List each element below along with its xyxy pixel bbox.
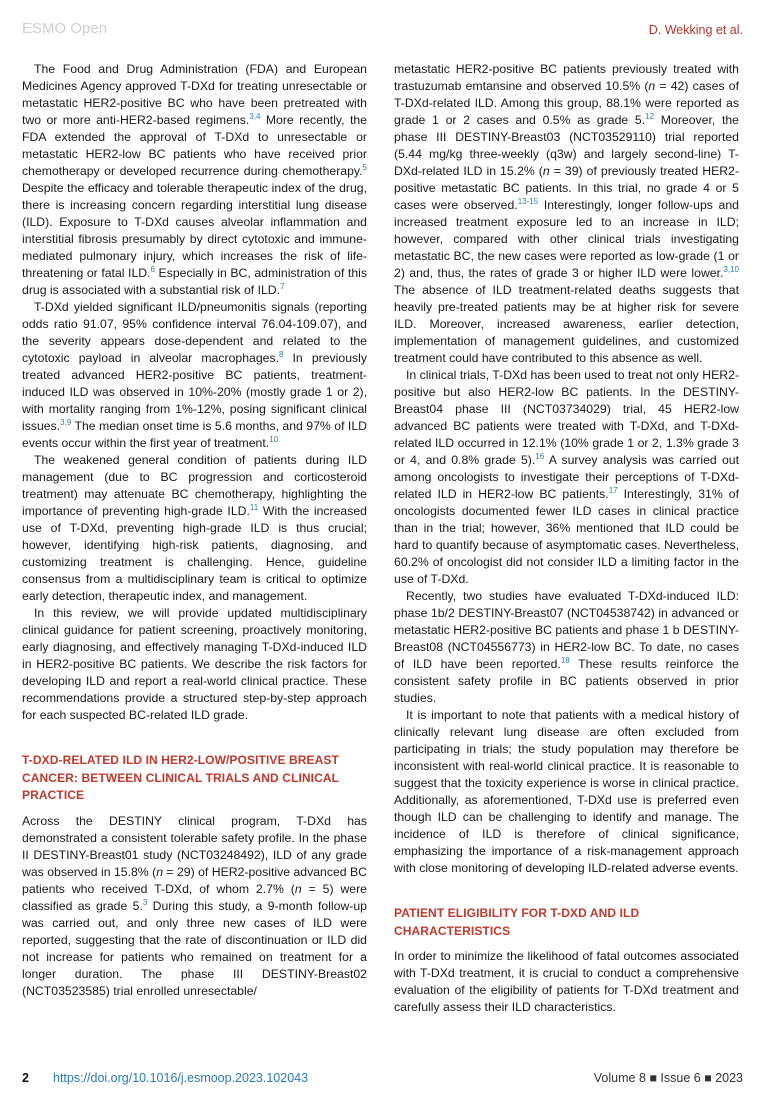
paragraph: metastatic HER2-positive BC patients previously treated with trastuzumab emtansine and observed 10.5% (n = 42) cases of T-DXd-related ILD. Among this group, 88.1% were reported as grade 1 or 2 cases and 0.5% as grade 5.12 Moreover, the phase III DESTINY-Breast03 (NCT03529110) trial reported (5.44 mg/kg three-weekly (q3w) and largely second-line) T-DXd-related ILD in 15.2% (n = 39) of previously treated HER2-positive metastatic BC patients. In this trial, no grade 4 or 5 cases were observed.$^{13-15}$ Interestingly, longer follow-ups and increased treatment exposure led to an increase in ILD; however, compared with other clinical trials investigating metastatic BC, the new cases were reported as low-grade (1 or 2) and, thus, the rates of grade 3 or higher ILD were lower.$^{3,10}$ The absence of ILD treatment-related deaths suggests that heavily pre-treated patients may be at higher risk for severe ILD. Moreover, increased awareness, earlier detection, implementation of management guidelines, and customized treatment could have contributed to this absence as well. <box>394 62 739 365</box>
running-authors: D. Wekking et al. <box>648 23 743 37</box>
citation-ref[interactable]: 3 <box>142 897 148 907</box>
citation-ref[interactable]: 10 <box>269 435 279 444</box>
paragraph: Recently, two studies have evaluated T-DXd-induced ILD: phase 1b/2 DESTINY-Breast07 (NCT04538742) in advanced or metastatic HER2-positive BC patients and phase 1 b DESTINY-Breast08 (NCT04556773) in HER2-low BC. To date, no cases of ILD have been reported.$^{18}$ These results reinforce the consistent safety profile in BC patients observed in prior studies. <box>394 589 739 705</box>
volume-issue: Volume 8 ■ Issue 6 ■ 2023 <box>593 1071 743 1085</box>
citation-ref[interactable]: 16 <box>535 452 545 461</box>
paragraph: The weakened general condition of patients during ILD management (due to BC progression and corticosteroid treatment) may attenuate BC chemotherapy, highlighting the importance of preventing high-grade ILD.$^{11}$ With the increased use of T-DXd, preventing high-grade ILD is thus crucial; however, identifying high-risk patients, diagnosing, and customizing treatment is challenging. Hence, guideline consensus from a multidisciplinary team is critical to optimize early detection, therapeutic index, and management. <box>22 453 367 603</box>
paragraph: In this review, we will provide updated multidisciplinary clinical guidance for patient screening, proactively monitoring, early diagnosing, and effectively managing T-DXd-induced ILD in HER2-positive BC patients. We describe the risk factors for developing ILD and report a real-world clinical practice. These recommendations provide a structured step-by-step approach for each suspected BC-related ILD grade. <box>22 606 367 722</box>
citation-ref[interactable]: 3,4 <box>249 112 261 121</box>
section-heading: PATIENT ELIGIBILITY FOR T-DXD AND ILD CHARACTERISTICS <box>394 906 640 938</box>
paragraph: Across the DESTINY clinical program, T-DXd has demonstrated a consistent tolerable safety profile. In the phase II DESTINY-Breast01 study (NCT03248492), ILD of any grade was observed in 15.8% (n = 29) of HER2-positive advanced BC patients who received T-DXd, of whom 2.7% (n = 5) were classified as grade 5.$^3$ During this study, a 9-month follow-up was carried out, and only three new cases of ILD were reported, suggesting that the rate of discontinuation or ILD did not increase for patients who remained on treatment for a longer duration. The phase III DESTINY-Breast02 (NCT03523585) trial enrolled unresectable/ <box>22 813 368 998</box>
paragraph: In clinical trials, T-DXd has been used to treat not only HER2-positive but also HER2-low BC patients. In the DESTINY-Breast04 phase III (NCT03734029) trial, 45 HER2-low advanced BC patients were treated with T-DXd, and T-DXd-related ILD occurred in 12.1% (10% grade 1 or 2, 1.3% grade 3 or 4, and 0.8% grade 5).$^{16}$ A survey analysis was carried out among oncologists to investigate their perceptions of T-DXd-related ILD in HER2-low BC patients.$^{17}$ Interestingly, 31% of oncologists documented fewer ILD cases in clinical practice than in the trial; however, 36% mentioned that ILD could be hard to quantify because of asymptomatic cases. Nevertheless, 60.2% of oncologist did not consider ILD a limiting factor in the use of T-DXd. <box>394 368 739 586</box>
right-column <box>394 61 739 1016</box>
citation-ref[interactable]: 5 <box>362 163 367 172</box>
citation-ref[interactable]: 17 <box>608 486 618 495</box>
citation-ref[interactable]: 12 <box>645 112 655 121</box>
page-number: 2 <box>22 1071 29 1085</box>
citation-ref[interactable]: 13-15 <box>517 197 539 206</box>
citation-ref[interactable]: 3,9 <box>60 418 72 427</box>
paragraph: In order to minimize the likelihood of fatal outcomes associated with T-DXd treatment, it is crucial to conduct a comprehensive evaluation of the eligibility of patients for T-DXd treatment and carefully assess their ILD characteristics. <box>394 949 739 1014</box>
citation-ref[interactable]: 18 <box>560 656 570 665</box>
paragraph: T-DXd yielded significant ILD/pneumonitis signals (reporting odds ratio 91.07, 95% confidence interval 76.04-109.07), and the severity appears dose-dependent and related to the cytotoxic payload in alveolar macrophages.$^8$ In previously treated advanced HER2-positive BC patients, treatment-induced ILD was observed in 10%-20% (mostly grade 1 or 2), with mortality ranging from 1%-12%, posing significant clinical issues.$^{3,9}$ The median onset time is 5.6 months, and 97% of ILD events occur within the first year of treatment.$^{10}$ <box>22 300 367 450</box>
section-heading: T-DXD-RELATED ILD IN HER2-LOW/POSITIVE BREAST CANCER: BETWEEN CLINICAL TRIALS AND CLINICAL PRACTICE <box>22 753 339 802</box>
citation-ref[interactable]: 11 <box>249 503 259 512</box>
citation-ref[interactable]: 3,10 <box>723 265 739 274</box>
journal-name: ESMO Open <box>22 20 108 37</box>
citation-ref[interactable]: 8 <box>278 350 284 359</box>
left-column <box>22 61 367 1000</box>
doi-link[interactable]: https://doi.org/10.1016/j.esmoop.2023.102043 <box>53 1071 309 1085</box>
paragraph: It is important to note that patients with a medical history of clinically relevant lung disease are often excluded from participating in trials; the study population may therefore be inconsistent with real-world clinical practice. It is reasonable to suggest that the toxicity experience is worse in clinical practice. Additionally, as aforementioned, T-DXd use is preferred even though ILD can be challenging to identify and manage. The incidence of ILD is therefore of clinical significance, emphasizing the importance of a risk-management approach with close monitoring of developing ILD-related adverse events. <box>394 708 739 875</box>
citation-ref[interactable]: 6 <box>150 265 155 274</box>
citation-ref[interactable]: 7 <box>280 282 285 291</box>
paragraph: The Food and Drug Administration (FDA) and European Medicines Agency approved T-DXd for treating unresectable or metastatic HER2-positive BC who have been pretreated with two or more anti-HER2-based regimens.$^{3,4}$ More recently, the FDA extended the approval of T-DXd to unresectable or metastatic HER2-low BC patients who have received prior chemotherapy or developed recurrence during chemotherapy.$^5$ Despite the efficacy and tolerable therapeutic index of the drug, there is increasing concern regarding interstitial lung disease (ILD). Exposure to T-DXd causes alveolar inflammation and interstitial fibrosis presumably by direct cytotoxic and immune-mediated pulmonary injury, which increases the risk of life-threatening or fatal ILD.$^6$ Especially in BC, administration of this drug is associated with a substantial risk of ILD.$^7$ <box>22 62 367 297</box>
